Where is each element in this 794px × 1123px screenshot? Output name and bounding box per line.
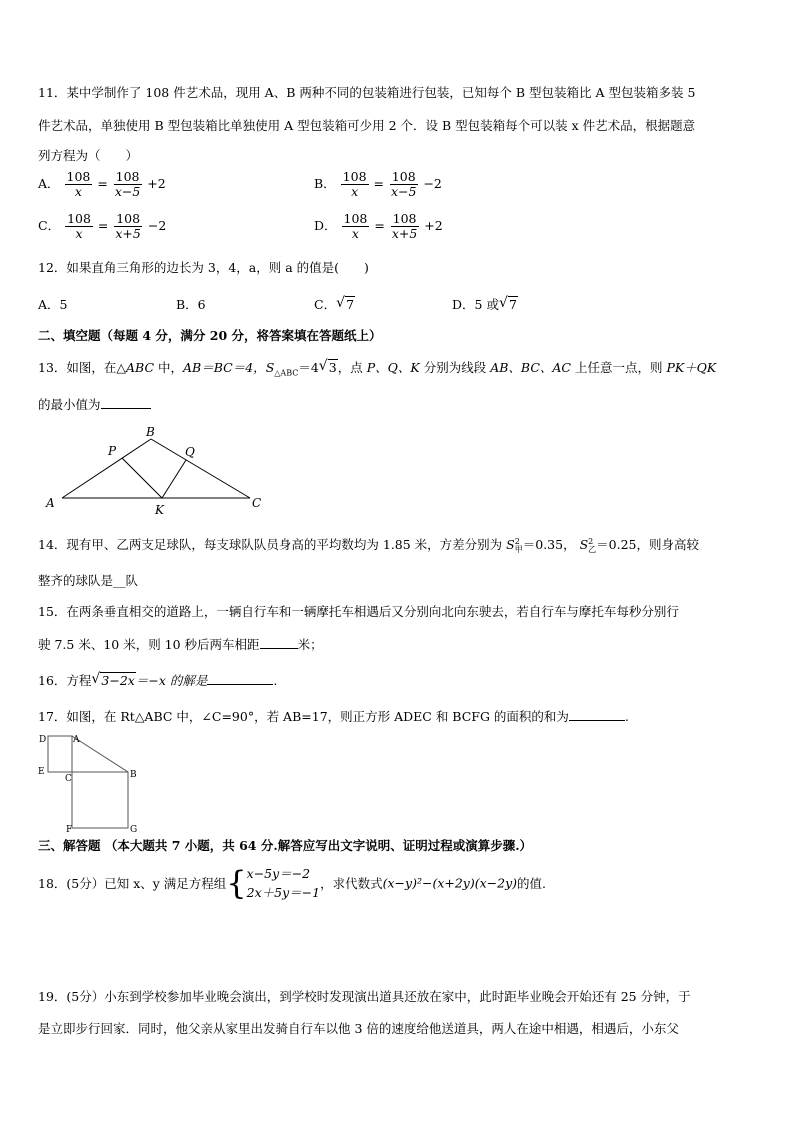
q13-line2: 的最小值为 [38,396,151,414]
answer-blank[interactable] [207,684,273,685]
q18: 18．(5分）已知 x、y 满足方程组{ x−5y＝−2 2x＋5y＝−1 ，求代数式(x−y)²−(x+2y)(x−2y)的值. [38,864,547,902]
q12-stem: 12．如果直角三角形的边长为 3，4，a，则 a 的值是( ) [38,260,369,275]
fraction: $\frac{108}{x}$ [66,169,91,199]
label-A: A [46,496,55,510]
q13-triangle-figure [40,424,270,516]
answer-blank[interactable] [101,408,151,409]
q11-option-c[interactable]: C． $\frac{108}{x}$ = $\frac{108}{x+5}$ −2 [38,211,167,241]
q19-line1: 19．(5分）小东到学校参加毕业晚会演出，到学校时发现演出道具还放在家中，此时距毕业晚会开始还有 25 分钟，于 [38,989,691,1004]
fraction: $\frac{108}{x-5}$ [114,169,141,199]
label-Q: Q [185,445,195,459]
q11-line2: 件艺术品，单独使用 B 型包装箱比单独使用 A 型包装箱可少用 2 个．设 B 型包装箱每个可以装 x 件艺术品，根据题意 [38,118,696,133]
q16: 16．方程√ 3−2x＝−x 的解是 . [38,672,277,690]
option-label: D． [314,218,337,233]
option-label: A． [38,176,60,191]
q13-line1: 13．如图，在△ABC 中，AB＝BC＝4，$S_{\triangle ABC}=4√$ 3，点 P、Q、K 分别为线段 AB、BC、AC 上任意一点，则 PK＋QK [38,359,716,383]
label-C: C [252,496,262,510]
fraction: $\frac{108}{x-5}$ [390,169,417,199]
label-C: C [65,774,72,784]
label-B: B [146,425,155,439]
q14-line2: 整齐的球队是__队 [38,573,139,588]
fraction: $\frac{108}{x}$ [67,211,91,241]
q11-line3: 列方程为（ ） [38,148,139,163]
q12-option-a[interactable]: A．5 [38,297,68,312]
q11-option-a[interactable]: A． $\frac{108}{x}$ = $\frac{108}{x-5}$ +2 [38,169,166,199]
fraction: $\frac{108}{x+5}$ [391,211,418,241]
q12-option-d[interactable]: D．5 或√ 7 [452,296,518,314]
label-P: P [108,444,117,458]
q12-option-c[interactable]: C．√ 7 [314,296,355,314]
answer-blank[interactable] [569,720,625,721]
fraction: $\frac{108}{x}$ [343,211,368,241]
option-label: C． [38,218,61,233]
label-E: E [38,767,45,777]
label-F: F [66,825,73,835]
label-A: A [73,735,80,745]
q15-line2: 驶 7.5 米、10 米，则 10 秒后两车相距 米； [38,637,323,652]
label-K: K [155,503,164,516]
section-heading-fill-in: 二、填空题（每题 4 分，满分 20 分，将答案填在答题纸上） [38,328,382,343]
label-G: G [130,825,138,835]
q17: 17．如图，在 Rt△ABC 中，∠C=90°，若 AB=17，则正方形 ADEC 和 BCFG 的面积的和为 . [38,709,629,724]
q11-option-d[interactable]: D． $\frac{108}{x}$ = $\frac{108}{x+5}$ +2 [314,211,443,241]
answer-blank[interactable] [260,648,298,649]
q11-line1: 11．某中学制作了 108 件艺术品，现用 A、B 两种不同的包装箱进行包装，已知每个 B 型包装箱比 A 型包装箱多装 5 [38,85,696,100]
label-B: B [130,770,137,780]
sqrt: √ 7 [336,296,355,314]
q11-option-b[interactable]: B． $\frac{108}{x}$ = $\frac{108}{x-5}$ −2 [314,169,442,199]
label-D: D [39,735,47,745]
section-heading-answer: 三、解答题 （本大题共 7 小题，共 64 分.解答应写出文字说明、证明过程或演算步骤.） [38,838,533,853]
q17-squares-figure [36,730,146,836]
fraction: $\frac{108}{x}$ [342,169,367,199]
fraction: $\frac{108}{x+5}$ [115,211,141,241]
q12-option-b[interactable]: B．6 [176,297,206,312]
q19-line2: 是立即步行回家．同时，他父亲从家里出发骑自行车以他 3 倍的速度给他送道具，两人在途中相遇，相遇后，小东父 [38,1021,679,1036]
sqrt: √ 7 [499,296,518,314]
option-label: B． [314,176,336,191]
q15-line1: 15．在两条垂直相交的道路上，一辆自行车和一辆摩托车相遇后又分别向北向东驶去，若自行车与摩托车每秒分别行 [38,604,679,619]
q14-line1: 14．现有甲、乙两支足球队，每支球队队员身高的平均数均为 1.85 米，方差分别为 S 2 甲 ＝0.35， S 2 乙 ＝0.25，则身高较 [38,536,699,554]
equation-system: x−5y＝−2 2x＋5y＝−1 [246,866,321,900]
